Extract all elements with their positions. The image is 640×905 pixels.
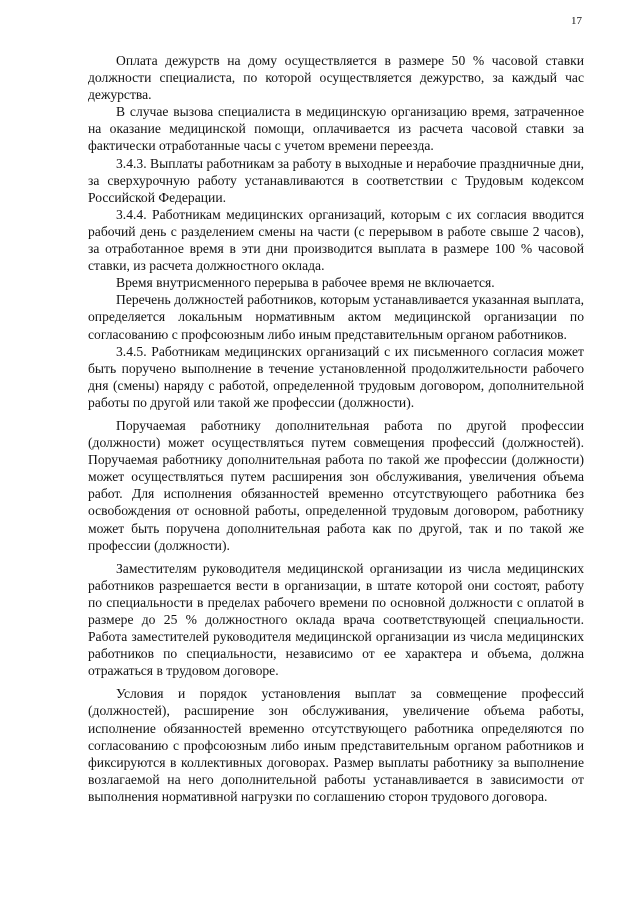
document-body [88, 52, 584, 805]
paragraph-3-4-4: 3.4.4. Работникам медицинских организаций, которым с их согласия вводится рабочий день с разделением смены на части (с перерывом в работе свыше 2 часов), за отработанное время в эти дни производится выплата в размере 100 % часовой ставки, из расчета должностного оклада. [88, 206, 584, 274]
paragraph-3-4-3: 3.4.3. Выплаты работникам за работу в выходные и нерабочие праздничные дни, за сверхурочную работу устанавливаются в соответствии с Трудовым кодексом Российской Федерации. [88, 155, 584, 205]
page-number: 17 [571, 15, 582, 27]
paragraph-positions-list: Перечень должностей работников, которым устанавливается указанная выплата, определяется локальным нормативным актом медицинской организации по согласованию с профсоюзным либо иным представительным органом работников. [88, 292, 584, 342]
paragraph-break-time: Время внутрисменного перерыва в рабочее время не включается. [116, 275, 495, 291]
paragraph-deputy-heads: Заместителям руководителя медицинской организации из числа медицинских работников разрешается вести в организации, в штате которой они состоят, работу по специальности в пределах рабочего времени по основной должности с оплатой в размере до 25 % должностного оклада врача соответствующей специальности. Работа заместителей руководителя медицинской организации из числа медицинских работников по специальности, независимо от ее характера и объема, должна отражаться в трудовом договоре. [88, 560, 584, 679]
paragraph-additional-work: Поручаемая работнику дополнительная работа по другой профессии (должности) может осуществляться путем совмещения профессий (должностей). Поручаемая работнику дополнительная работа по такой же профессии (должности) может осуществляться путем расширения зон обслуживания, увеличения объема работ. Для исполнения обязанностей временно отсутствующего работника без освобождения от основной работы, определенной трудовым договором, работнику может быть поручена дополнительная работа как по другой, так и по такой же профессии (должности). [88, 417, 584, 553]
paragraph-3-4-5: 3.4.5. Работникам медицинских организаций с их письменного согласия может быть поручено выполнение в течение установленной продолжительности рабочего дня (смены) наряду с работой, определенной трудовым договором, дополнительной работы по другой или такой же профессии (должности). [88, 343, 584, 410]
paragraph-call-to-organization: В случае вызова специалиста в медицинскую организацию время, затраченное на оказание медицинской помощи, оплачивается из расчета часовой ставки за фактически отработанные часы с учетом времени переезда. [88, 104, 584, 154]
paragraph-duty-at-home-pay: Оплата дежурств на дому осуществляется в размере 50 % часовой ставки должности специалиста, по которой осуществляется дежурство, за каждый час дежурства. [88, 53, 584, 103]
paragraph-conditions-and-procedure: Условия и порядок установления выплат за совмещение профессий (должностей), расширение зон обслуживания, увеличение объема работы, исполнение обязанностей временно отсутствующего работника определяются по согласованию с профсоюзным либо иным представительным органом работников и фиксируются в коллективных договорах. Размер выплаты работнику за выполнение возлагаемой на него дополнительной работы устанавливается в зависимости от выполнения нормативной нагрузки по соглашению сторон трудового договора. [88, 686, 584, 804]
